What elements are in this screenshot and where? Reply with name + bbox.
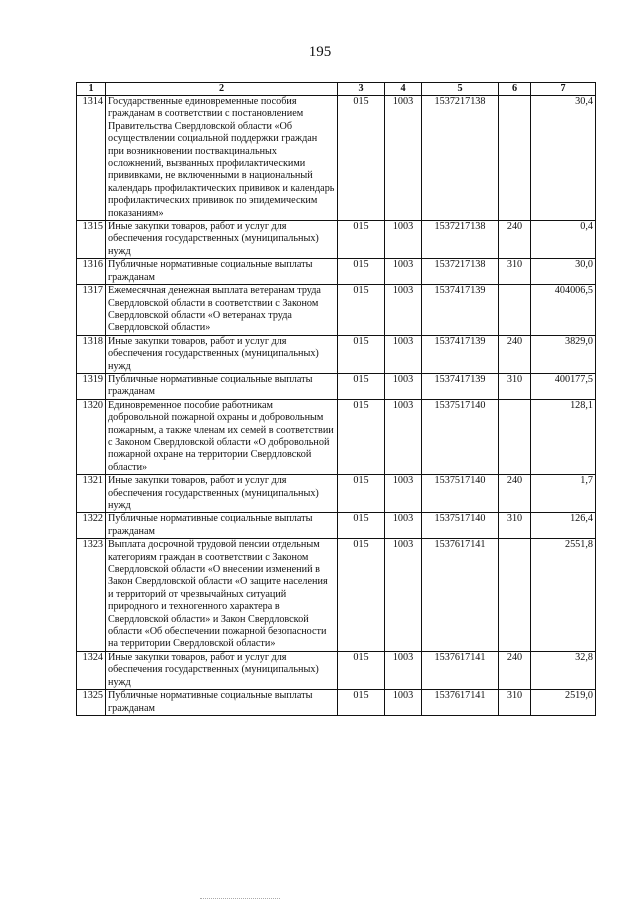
row-description: Единовременное пособие работникам добровольной пожарной охраны и добровольным пожарным, а также членам их семей в соответствии с Законом Свердловской области «О добровольной пожарной охране на территории Свердловской области» [106, 399, 338, 474]
row-description: Государственные единовременные пособия гражданам в соответствии с постановлением Правительства Свердловской области «Об осуществлении социальной поддержки граждан при возникновении поствакцинальных осложнений, вызванных профилактическими прививками, не включенными в национальный календарь профилактических прививок и календарь профилактических прививок по эпидемическим показаниям» [106, 96, 338, 221]
expense-type-code: 310 [499, 690, 531, 716]
row-amount: 2551,8 [531, 539, 596, 652]
ministry-code: 015 [338, 285, 385, 336]
table-row [77, 651, 596, 689]
expense-type-code [499, 399, 531, 474]
row-amount: 404006,5 [531, 285, 596, 336]
expense-type-code [499, 285, 531, 336]
target-article-code: 1537617141 [422, 651, 499, 689]
row-number: 1315 [77, 221, 106, 259]
target-article-code: 1537617141 [422, 690, 499, 716]
section-code: 1003 [385, 373, 422, 399]
row-number: 1319 [77, 373, 106, 399]
row-description: Иные закупки товаров, работ и услуг для обеспечения государственных (муниципальных) нужд [106, 221, 338, 259]
expense-type-code: 240 [499, 335, 531, 373]
table-row [77, 285, 596, 336]
ministry-code: 015 [338, 335, 385, 373]
row-description: Ежемесячная денежная выплата ветеранам труда Свердловской области в соответствии с Законом Свердловской области «О ветеранах труда Свердловской области» [106, 285, 338, 336]
ministry-code: 015 [338, 690, 385, 716]
target-article-code: 1537217138 [422, 96, 499, 221]
header-cell: 7 [531, 83, 596, 96]
row-description: Выплата досрочной трудовой пенсии отдельным категориям граждан в соответствии с Законом Свердловской области «О внесении изменений в Закон Свердловской области «О защите населения и территорий от чрезвычайных ситуаций природного и техногенного характера в Свердловской области» и Закон Свердловской области «Об обеспечении пожарной безопасности на территории Свердловской области» [106, 539, 338, 652]
section-code: 1003 [385, 539, 422, 652]
table-row [77, 513, 596, 539]
expense-type-code: 310 [499, 373, 531, 399]
row-number: 1321 [77, 475, 106, 513]
target-article-code: 1537517140 [422, 513, 499, 539]
scan-artifact [200, 898, 280, 901]
section-code: 1003 [385, 96, 422, 221]
header-cell: 1 [77, 83, 106, 96]
ministry-code: 015 [338, 259, 385, 285]
ministry-code: 015 [338, 651, 385, 689]
row-amount: 3829,0 [531, 335, 596, 373]
row-amount: 126,4 [531, 513, 596, 539]
page-number: 195 [308, 44, 332, 60]
section-code: 1003 [385, 690, 422, 716]
row-amount: 2519,0 [531, 690, 596, 716]
row-amount: 32,8 [531, 651, 596, 689]
table-row [77, 335, 596, 373]
expense-type-code [499, 96, 531, 221]
header-cell: 5 [422, 83, 499, 96]
header-cell: 4 [385, 83, 422, 96]
table-row [77, 475, 596, 513]
row-number: 1325 [77, 690, 106, 716]
table-row [77, 539, 596, 652]
table-row [77, 96, 596, 221]
row-amount: 0,4 [531, 221, 596, 259]
section-code: 1003 [385, 513, 422, 539]
row-amount: 1,7 [531, 475, 596, 513]
section-code: 1003 [385, 285, 422, 336]
row-description: Публичные нормативные социальные выплаты гражданам [106, 690, 338, 716]
target-article-code: 1537517140 [422, 399, 499, 474]
ministry-code: 015 [338, 96, 385, 221]
header-cell: 2 [106, 83, 338, 96]
target-article-code: 1537617141 [422, 539, 499, 652]
row-number: 1318 [77, 335, 106, 373]
header-cell: 3 [338, 83, 385, 96]
section-code: 1003 [385, 259, 422, 285]
target-article-code: 1537417139 [422, 373, 499, 399]
row-description: Иные закупки товаров, работ и услуг для обеспечения государственных (муниципальных) нужд [106, 335, 338, 373]
table-row [77, 221, 596, 259]
target-article-code: 1537217138 [422, 221, 499, 259]
section-code: 1003 [385, 399, 422, 474]
expense-type-code: 310 [499, 513, 531, 539]
section-code: 1003 [385, 221, 422, 259]
expense-type-code: 240 [499, 221, 531, 259]
row-number: 1316 [77, 259, 106, 285]
ministry-code: 015 [338, 399, 385, 474]
row-description: Публичные нормативные социальные выплаты гражданам [106, 513, 338, 539]
header-cell: 6 [499, 83, 531, 96]
target-article-code: 1537417139 [422, 285, 499, 336]
expense-type-code: 310 [499, 259, 531, 285]
section-code: 1003 [385, 335, 422, 373]
ministry-code: 015 [338, 539, 385, 652]
ministry-code: 015 [338, 221, 385, 259]
section-code: 1003 [385, 475, 422, 513]
target-article-code: 1537417139 [422, 335, 499, 373]
row-number: 1320 [77, 399, 106, 474]
row-amount: 128,1 [531, 399, 596, 474]
row-amount: 400177,5 [531, 373, 596, 399]
row-description: Публичные нормативные социальные выплаты гражданам [106, 373, 338, 399]
row-description: Иные закупки товаров, работ и услуг для обеспечения государственных (муниципальных) нужд [106, 475, 338, 513]
row-number: 1323 [77, 539, 106, 652]
ministry-code: 015 [338, 373, 385, 399]
row-description: Иные закупки товаров, работ и услуг для обеспечения государственных (муниципальных) нужд [106, 651, 338, 689]
table-row [77, 259, 596, 285]
expense-type-code: 240 [499, 651, 531, 689]
row-number: 1314 [77, 96, 106, 221]
target-article-code: 1537517140 [422, 475, 499, 513]
target-article-code: 1537217138 [422, 259, 499, 285]
table-row [77, 399, 596, 474]
table-row [77, 373, 596, 399]
row-number: 1317 [77, 285, 106, 336]
expense-type-code: 240 [499, 475, 531, 513]
row-description: Публичные нормативные социальные выплаты гражданам [106, 259, 338, 285]
row-amount: 30,4 [531, 96, 596, 221]
row-number: 1322 [77, 513, 106, 539]
section-code: 1003 [385, 651, 422, 689]
header-row [77, 83, 596, 96]
budget-table [76, 82, 596, 716]
ministry-code: 015 [338, 513, 385, 539]
row-number: 1324 [77, 651, 106, 689]
row-amount: 30,0 [531, 259, 596, 285]
expense-type-code [499, 539, 531, 652]
ministry-code: 015 [338, 475, 385, 513]
table-row [77, 690, 596, 716]
